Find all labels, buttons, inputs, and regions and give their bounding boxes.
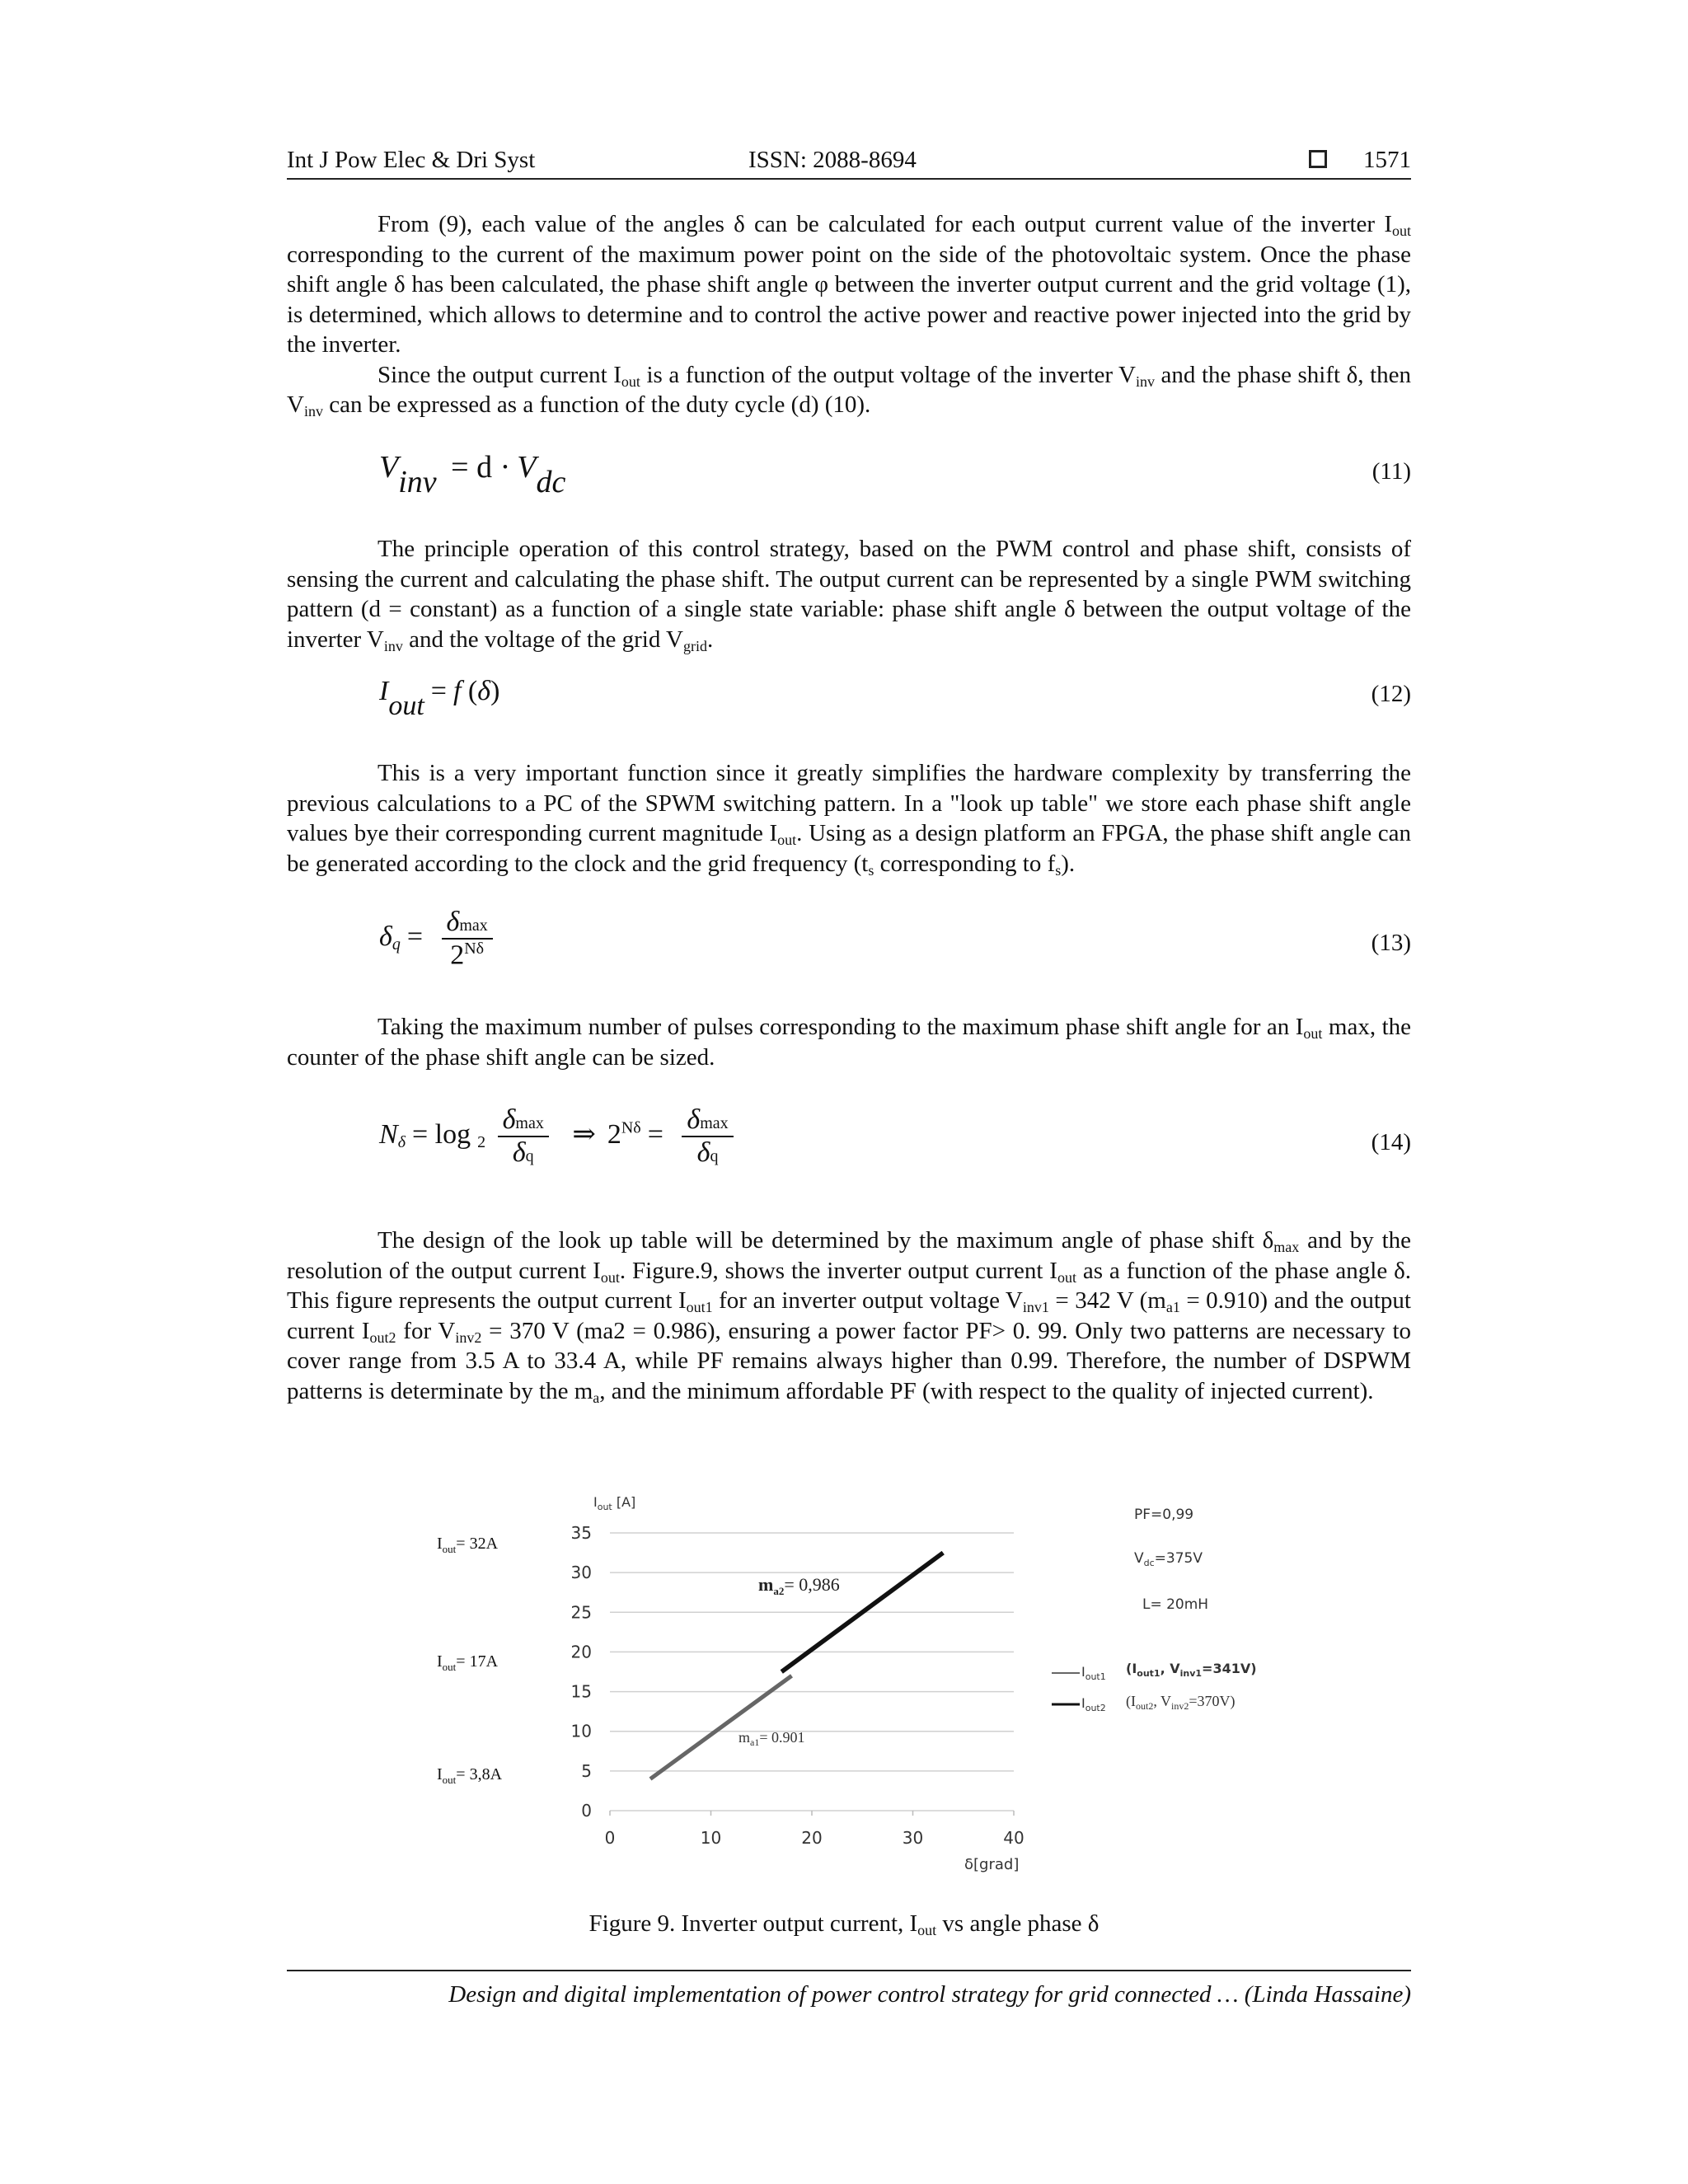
param-vdc: $V_{dc}=375V$ bbox=[1134, 1550, 1203, 1568]
figure-9 bbox=[437, 1483, 1311, 1896]
legend-label-iout2: $I_{out2}$ bbox=[1081, 1695, 1106, 1713]
y-tick-label: 15 bbox=[570, 1681, 592, 1702]
equation-number-13: (13) bbox=[1371, 930, 1411, 956]
x-tick-label: 10 bbox=[700, 1828, 722, 1848]
y-tick-label: 25 bbox=[570, 1602, 592, 1623]
y-tick-label: 35 bbox=[570, 1523, 592, 1543]
equation-14: $N_\delta = \log _2$ $\frac{\delta\max}{\delta q}$ ⇒ $2^{N\delta}$ = $\frac{\delta\max}{\delta q}$ bbox=[379, 1104, 738, 1169]
current-vs-angle-chart bbox=[437, 1483, 1311, 1896]
y-tick-label: 30 bbox=[570, 1563, 592, 1583]
equation-number-14: (14) bbox=[1371, 1129, 1411, 1155]
equation-number-12: (12) bbox=[1371, 681, 1411, 707]
x-tick-label: 40 bbox=[1003, 1828, 1025, 1848]
side-label-32a: $I_{out}= 32A$ bbox=[437, 1535, 499, 1555]
y-tick-label: 0 bbox=[581, 1801, 592, 1821]
y-tick-label: 20 bbox=[570, 1642, 592, 1662]
annotation-ma1: $m_{a1}= 0.901$ bbox=[738, 1729, 805, 1748]
paragraph-5: Taking the maximum number of pulses corresponding to the maximum phase shift angle for an $I_{out}$ max, the counter of the phase shift angle can be sized. bbox=[287, 1014, 1412, 1071]
x-tick-label: 20 bbox=[801, 1828, 823, 1848]
legend-desc-iout2: ($I_{out2}$, $V_{inv2}=370V$) bbox=[1126, 1693, 1236, 1712]
equation-number-11: (11) bbox=[1372, 458, 1411, 485]
side-label-17a: $I_{out}= 17A$ bbox=[437, 1652, 499, 1673]
param-l: L= 20mH bbox=[1142, 1596, 1209, 1613]
y-tick-label: 5 bbox=[581, 1760, 592, 1781]
param-pf: PF=0,99 bbox=[1134, 1507, 1194, 1523]
y-tick-label: 10 bbox=[570, 1721, 592, 1741]
checkbox-icon bbox=[1309, 150, 1327, 168]
issn: ISSN: 2088-8694 bbox=[748, 147, 917, 173]
page-number: 1571 bbox=[1363, 147, 1411, 173]
equation-11: $V_{inv} = d \cdot V_{dc}$ bbox=[379, 450, 566, 499]
side-label-3-8a: $I_{out}= 3,8A$ bbox=[437, 1765, 503, 1786]
legend-desc-iout1: ($I_{out1}$, $V_{inv1}=341V$) bbox=[1126, 1661, 1257, 1679]
annotation-ma2: $m_{a2}= 0,986$ bbox=[758, 1574, 840, 1597]
journal-name: Int J Pow Elec & Dri Syst bbox=[287, 147, 536, 173]
x-axis-label: δ[grad] bbox=[964, 1856, 1020, 1873]
legend-label-iout1: $I_{out1}$ bbox=[1081, 1664, 1106, 1682]
y-axis-label: $I_{out}$ [A] bbox=[593, 1494, 636, 1512]
x-tick-label: 30 bbox=[902, 1828, 924, 1848]
paragraph-6: The design of the look up table will be determined by the maximum angle of phase shift $\delta_{max}$ and by the resolution of the output current $I_{out}$. Figure.9, shows the inverter output current $I_{out}$ as a function of the phase angle δ. This figure represents the output current $I_{out1}$ for an inverter output voltage $V_{inv1} = 342$ V $(m_{a1} = 0.910)$ and the output current $I_{out2}$ for $V_{inv2} = 370$ V (ma2 = 0.986), ensuring a power factor PF> 0. 99. Only two patterns are necessary to cover range from 3.5 A to 33.4 A, while PF remains always higher than 0.99. Therefore, the number of DSPWM patterns is determinate by the $m_a$, and the minimum affordable PF (with respect to the quality of injected current). bbox=[287, 1227, 1412, 1406]
page-header bbox=[287, 145, 1411, 180]
equation-13: $\delta_q$ = $\frac{\delta\max}{2^{N\delta}}$ bbox=[379, 907, 498, 971]
paragraph-3: The principle operation of this control strategy, based on the PWM control and phase shift, consists of sensing the current and calculating the phase shift. The output current can be represented by a single PWM switching pattern (d = constant) as a function of a single state variable: phase shift angle δ between the output voltage of the inverter $V_{inv}$ and the voltage of the grid $V_{grid}$. bbox=[287, 536, 1411, 654]
x-tick-label: 0 bbox=[604, 1828, 616, 1848]
page-footer: Design and digital implementation of power control strategy for grid connected … (Linda Hassaine) bbox=[287, 1970, 1411, 2008]
equation-12: $I_{out} = f$ (δ) bbox=[379, 676, 500, 721]
figure-caption: Figure 9. Inverter output current, $I_{out}$ vs angle phase δ bbox=[588, 1910, 1100, 1938]
paragraph-4: This is a very important function since it greatly simplifies the hardware complexity by transferring the previous calculations to a PC of the SPWM switching pattern. In a "look up table" we store each phase shift angle values bye their corresponding current magnitude $I_{out}$. Using as a design platform an FPGA, the phase shift angle can be generated according to the clock and the grid frequency ($t_s$ corresponding to $f_s$). bbox=[287, 760, 1412, 879]
paragraph-1: From (9), each value of the angles δ can be calculated for each output current value of the inverter $I_{out}$ corresponding to the current of the maximum power point on the side of the photovoltaic system. Once the phase shift angle δ has been calculated, the phase shift angle φ between the inverter output current and the grid voltage (1), is determined, which allows to determine and to control the active power and reactive power injected into the grid by the inverter. Since the output current $I_{out}$ is a function of the output voltage of the inverter $V_{inv}$ and the phase shift δ, then $V_{inv}$ can be expressed as a function of the duty cycle (d) (10). bbox=[287, 211, 1411, 419]
